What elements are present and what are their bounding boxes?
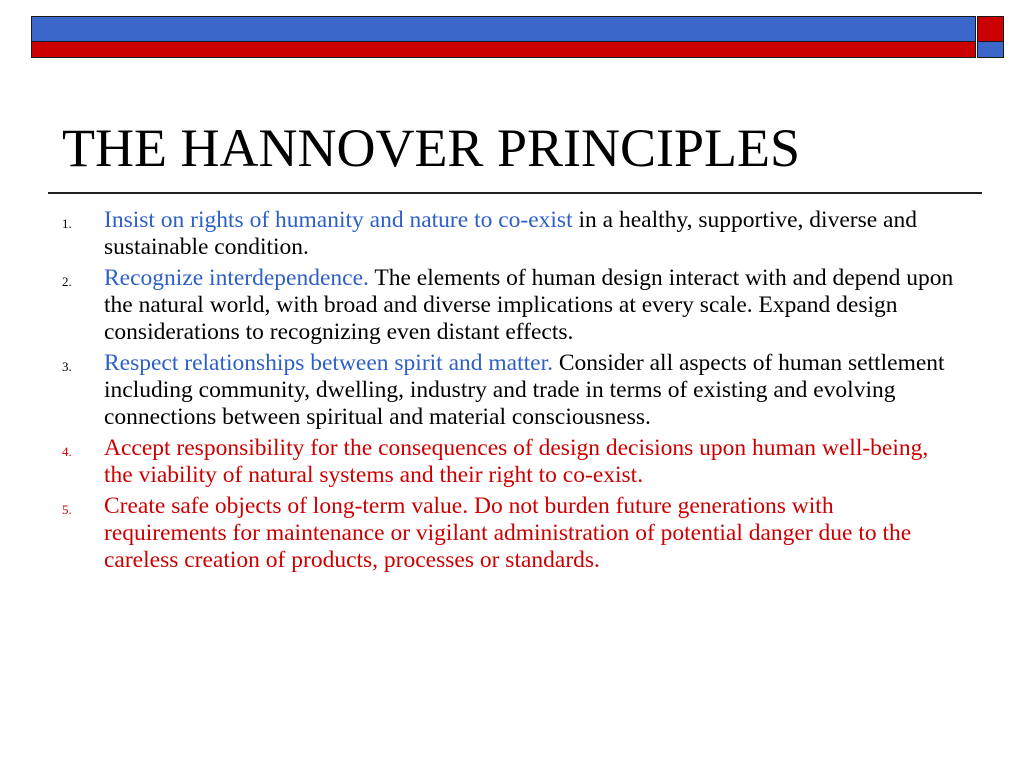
list-item: [62, 350, 962, 431]
header-red-square: [977, 16, 1004, 42]
item-text: [104, 207, 962, 261]
item-number: 3.: [62, 359, 72, 374]
item-number: 1.: [62, 216, 72, 231]
list-item: [62, 493, 962, 574]
item-number: 2.: [62, 274, 72, 289]
item-body: in a healthy, supportive, diverse and sustainable condition.: [104, 207, 917, 260]
principles-list: [62, 207, 962, 578]
header-blue-square: [977, 41, 1004, 58]
item-text: [104, 265, 962, 346]
item-body: Accept responsibility for the consequences of design decisions upon human well-being, the viability of natural systems and their right to co-exist.: [104, 435, 929, 488]
item-number: 5.: [62, 502, 72, 517]
list-item: [62, 207, 962, 261]
item-highlight: Insist on rights of humanity and nature to co-exist: [104, 207, 573, 233]
slide-title: THE HANNOVER PRINCIPLES: [62, 118, 801, 178]
title-divider: [48, 192, 982, 194]
list-item: [62, 265, 962, 346]
item-body: Consider all aspects of human settlement including community, dwelling, industry and trade in terms of existing and evolving connections between spiritual and material consciousness.: [104, 350, 945, 430]
header-red-bar: [31, 41, 976, 58]
item-highlight: Respect relationships between spirit and matter.: [104, 350, 553, 376]
item-highlight: Recognize interdependence.: [104, 265, 369, 291]
item-body: The elements of human design interact with and depend upon the natural world, with broad and diverse implications at every scale. Expand design considerations to recognizing even distant effects.: [104, 265, 954, 345]
item-number: 4.: [62, 444, 72, 459]
header-blue-bar: [31, 16, 976, 42]
list-item: [62, 435, 962, 489]
item-text: [104, 350, 962, 431]
item-body: Create safe objects of long-term value. Do not burden future generations with requirements for maintenance or vigilant administration of potential danger due to the careless creation of products, processes or standards.: [104, 493, 912, 573]
